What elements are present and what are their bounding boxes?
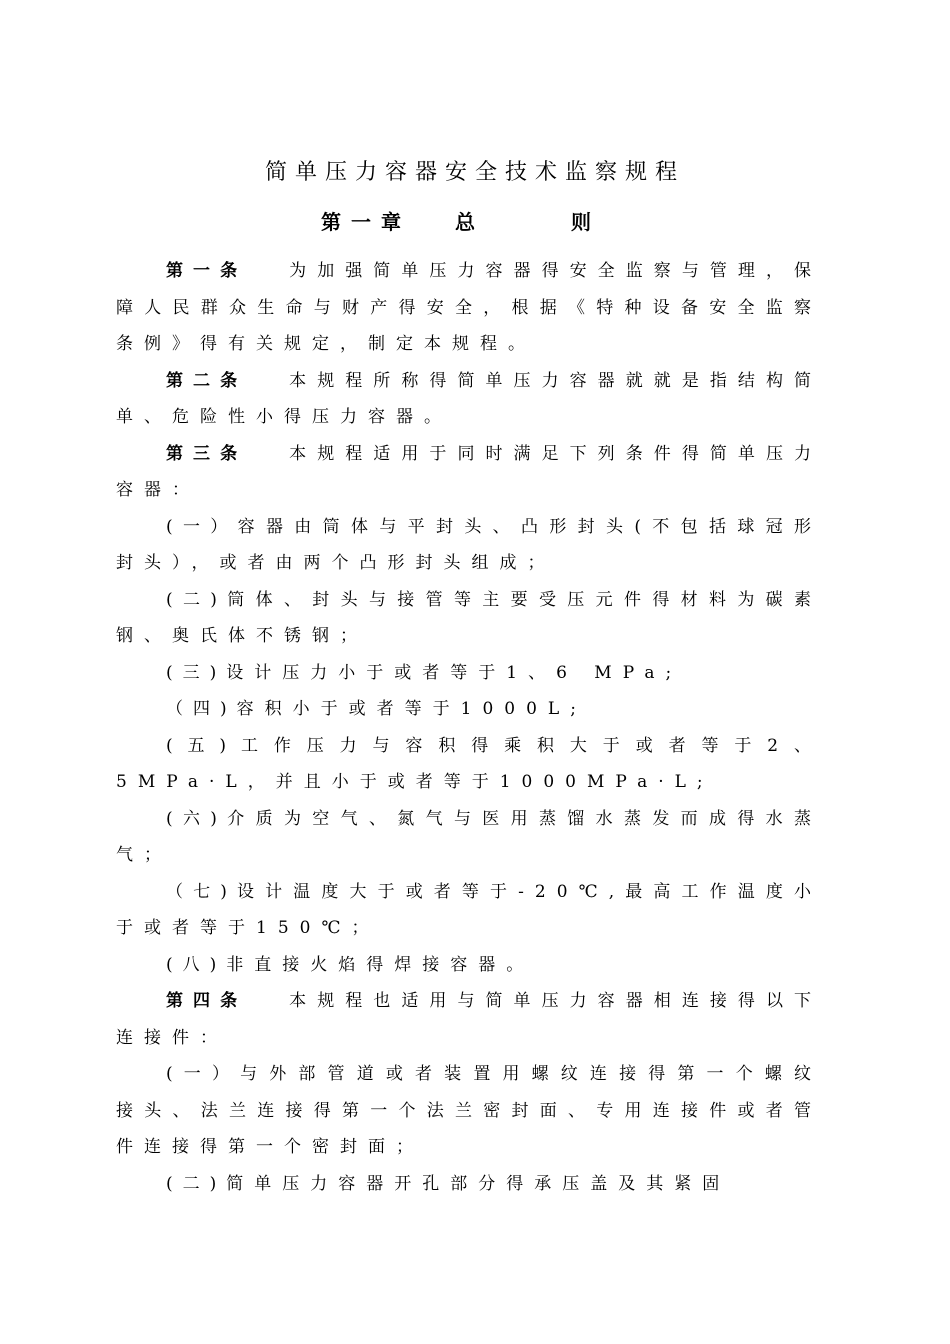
item-label: (三) xyxy=(166,662,227,683)
item-label: (八) xyxy=(166,954,227,975)
list-item xyxy=(116,947,822,984)
list-item xyxy=(116,874,822,947)
chapter-name: 总 则 xyxy=(455,210,629,234)
article-text: 为加强简单压力容器得安全监察与管理，保障人民群众生命与财产得安全，根据《特种设备安全监察条例》得有关规定，制定本规程。 xyxy=(116,261,823,354)
list-item xyxy=(116,801,822,874)
list-item xyxy=(116,582,822,655)
item-text: 设计压力小于或者等于1、6 MPa; xyxy=(226,662,683,683)
item-label: （七) xyxy=(166,881,237,902)
article-4 xyxy=(116,983,822,1056)
document-body xyxy=(116,253,822,1202)
item-label: (二) xyxy=(166,589,227,610)
item-text: 工作压力与容积得乘积大于或者等于2、5MPa·L，并且小于或者等于1000MPa·L; xyxy=(116,735,822,792)
article-1 xyxy=(116,253,822,363)
chapter-number: 第一章 xyxy=(321,210,411,234)
article-2 xyxy=(116,363,822,436)
item-text: 设计温度大于或者等于-20℃,最高工作温度小于或者等于150℃； xyxy=(116,881,823,938)
list-item xyxy=(116,509,822,582)
article-text: 本规程所称得简单压力容器就就是指结构简单、危险性小得压力容器。 xyxy=(116,370,823,427)
item-text: 容器由筒体与平封头、凸形封头(不包括球冠形封头），或者由两个凸形封头组成； xyxy=(116,516,822,573)
item-label: (五) xyxy=(166,735,237,756)
article-label: 第三条 xyxy=(166,443,248,464)
item-label: (二) xyxy=(166,1173,227,1194)
item-label: (一） xyxy=(166,516,238,537)
list-item xyxy=(116,691,822,728)
item-label: (六) xyxy=(166,808,227,829)
list-item xyxy=(116,655,822,692)
article-3 xyxy=(116,436,822,509)
item-text: 简单压力容器开孔部分得承压盖及其紧固 xyxy=(226,1173,731,1194)
item-text: 筒体、封头与接管等主要受压元件得材料为碳素钢、奥氏体不锈钢； xyxy=(116,589,822,646)
article-label: 第一条 xyxy=(166,261,248,281)
list-item xyxy=(116,1056,822,1166)
article-label: 第二条 xyxy=(166,370,248,391)
chapter-heading xyxy=(0,206,950,238)
item-text: 非直接火焰得焊接容器。 xyxy=(226,954,535,975)
item-label: （四) xyxy=(166,699,237,719)
item-label: (一） xyxy=(166,1064,241,1084)
list-item xyxy=(116,728,822,801)
document-title: 简单压力容器安全技术监察规程 xyxy=(264,160,685,185)
article-text: 本规程适用于同时满足下列条件得简单压力容器： xyxy=(116,443,823,500)
item-text: 与外部管道或者装置用螺纹连接得第一个螺纹接头、法兰连接得第一个法兰密封面、专用连接件或者管件连接得第一个密封面； xyxy=(116,1064,822,1157)
list-item xyxy=(116,1166,822,1203)
article-label: 第四条 xyxy=(166,991,248,1011)
item-text: 容积小于或者等于1000L; xyxy=(236,699,587,719)
article-text: 本规程也适用与简单压力容器相连接得以下连接件： xyxy=(116,991,823,1048)
item-text: 介质为空气、氮气与医用蒸馏水蒸发而成得水蒸气； xyxy=(116,808,822,865)
